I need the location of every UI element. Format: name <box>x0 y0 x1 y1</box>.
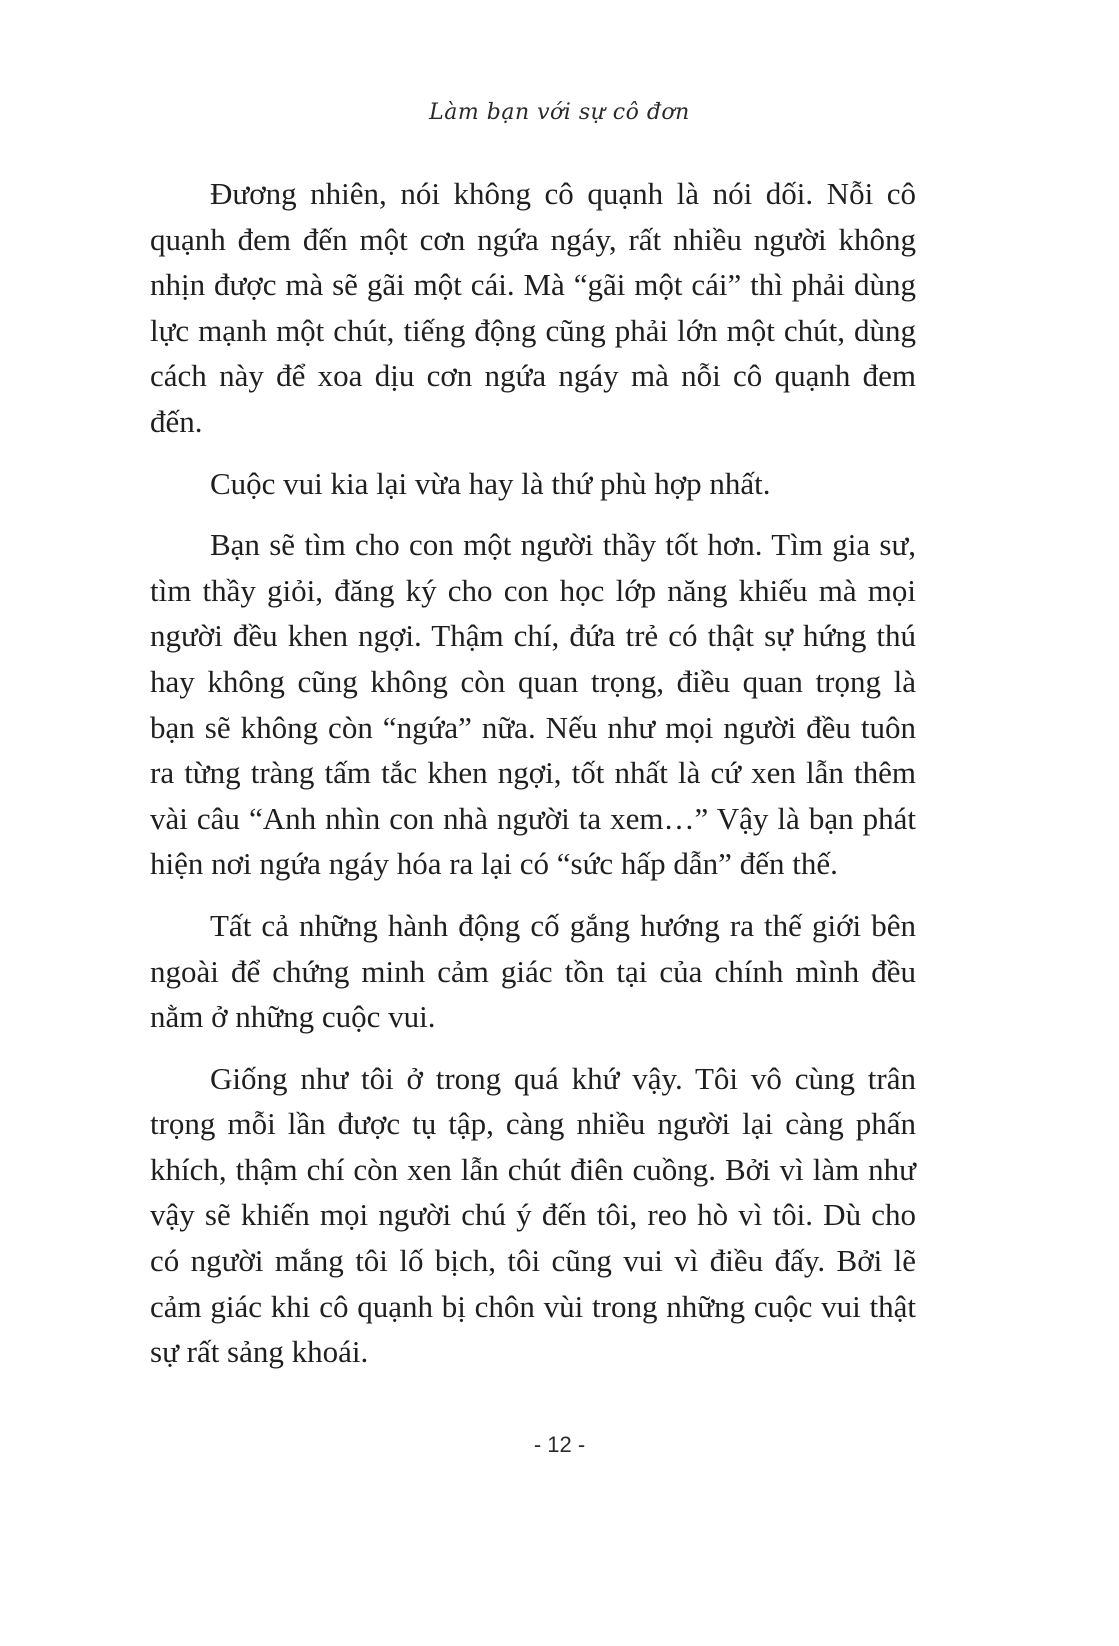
paragraph-5: Giống như tôi ở trong quá khứ vậy. Tôi vô cùng trân trọng mỗi lần được tụ tập, càng nhiều người lại càng phấn khích, thậm chí còn xen lẫn chút điên cuồng. Bởi vì làm như vậy sẽ khiến mọi người chú ý đến tôi, reo hò vì tôi. Dù cho có người mắng tôi lố bịch, tôi cũng vui vì điều đấy. Bởi lẽ cảm giác khi cô quạnh bị chôn vùi trong những cuộc vui thật sự rất sảng khoái. <box>150 1060 916 1370</box>
paragraph-2: Cuộc vui kia lại vừa hay là thứ phù hợp nhất. <box>210 465 771 501</box>
running-header: Làm bạn với sự cô đơn <box>429 100 690 125</box>
paragraph-4: Tất cả những hành động cố gắng hướng ra thế giới bên ngoài để chứng minh cảm giác tồn tại của chính mình đều nằm ở những cuộc vui. <box>150 907 916 1035</box>
paragraph-3: Bạn sẽ tìm cho con một người thầy tốt hơn. Tìm gia sư, tìm thầy giỏi, đăng ký cho con học lớp năng khiếu mà mọi người đều khen ngợi. Thậm chí, đứa trẻ có thật sự hứng thú hay không cũng không còn quan trọng, điều quan trọng là bạn sẽ không còn “ngứa” nữa. Nếu như mọi người đều tuôn ra từng tràng tấm tắc khen ngợi, tốt nhất là cứ xen lẫn thêm vài câu “Anh nhìn con nhà người ta xem…” Vậy là bạn phát hiện nơi ngứa ngáy hóa ra lại có “sức hấp dẫn” đến thế. <box>150 527 916 882</box>
body-text <box>150 171 916 1391</box>
page-number: - 12 - <box>533 1432 586 1457</box>
paragraph-1: Đương nhiên, nói không cô quạnh là nói dối. Nỗi cô quạnh đem đến một cơn ngứa ngáy, rất nhiều người không nhịn được mà sẽ gãi một cái. Mà “gãi một cái” thì phải dùng lực mạnh một chút, tiếng động cũng phải lớn một chút, dùng cách này để xoa dịu cơn ngứa ngáy mà nỗi cô quạnh đem đến. <box>150 176 916 439</box>
